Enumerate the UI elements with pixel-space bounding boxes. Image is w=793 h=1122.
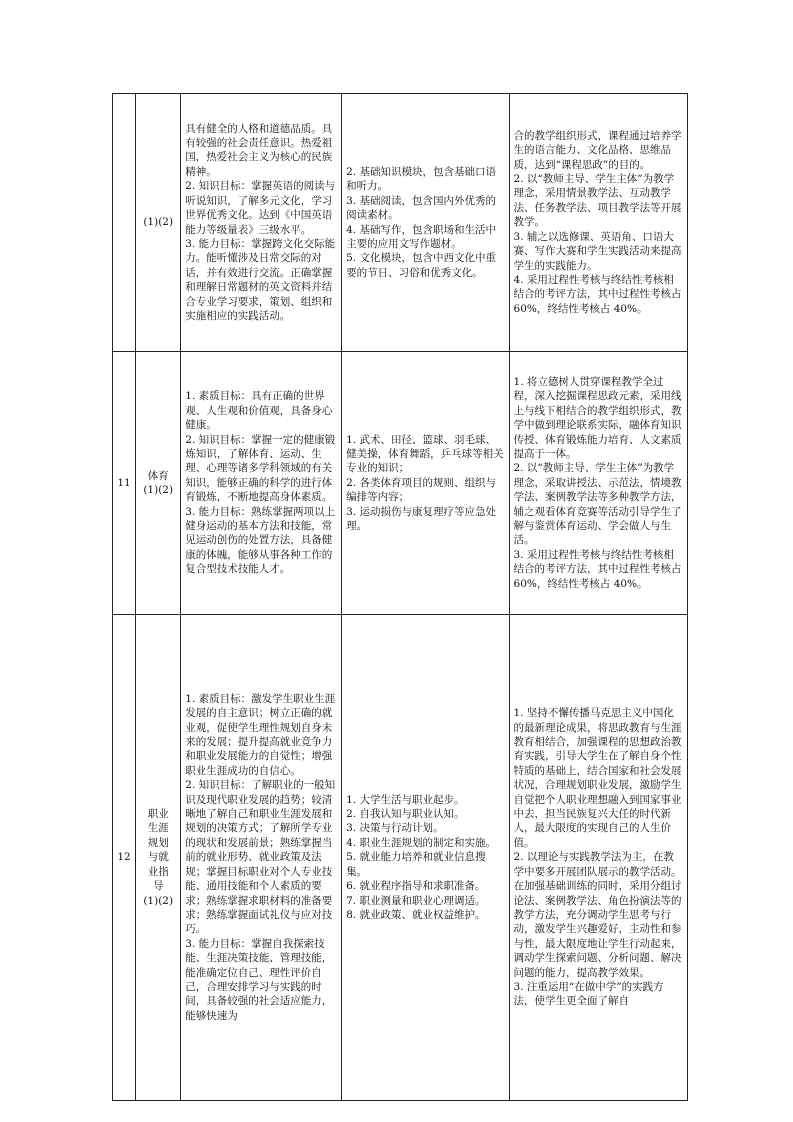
course-goals: 1. 素质目标：具有正确的世界观、人生观和价值观，具备身心健康。 2. 知识目标：掌握一定的健康锻炼知识，了解体育、运动、生理、心理等诸多学科领域的有关知识，能够正确的科学的进行体育锻炼，不断地提高身体素质。 3. 能力目标：熟练掌握两项以上健身运动的基本方法和技能，常见运动创伤的处置方法，具备健康的体魄，能够从事各种工作的复合型技术技能人才。 [181, 352, 342, 615]
course-content: 1. 武术、田径、篮球、羽毛球、健美操，体育舞蹈，乒乓球等相关专业的知识； 2. 各类体育项目的规则、组织与编排等内容； 3. 运动损伤与康复理疗等应急处理。 [342, 352, 509, 615]
row-number: 12 [113, 615, 136, 1101]
course-content: 1. 大学生活与职业起步。 2. 自我认知与职业认知。 3. 决策与行动计划。 4. 职业生涯规划的制定和实施。 5. 就业能力培养和就业信息搜集。 6. 就业程序指导和求职准备。 7. 职业测量和职业心理调适。 8. 就业政策、就业权益维护。 [342, 615, 509, 1101]
course-goals: 具有健全的人格和道德品质。具有较强的社会责任意识。热爱祖国，热爱社会主义为核心的民族精神。 2. 知识目标：掌握英语的阅读与听说知识，了解多元文化，学习世界优秀文化。达到《中国英语能力等级量表》三级水平。 3. 能力目标：掌握跨文化交际能力。能听懂涉及日常交际的对话，并有效进行交流。正确掌握和理解日常题材的英文资料并结合专业学习要求，策划、组织和实施相应的实践活动。 [181, 94, 342, 352]
course-content: 2. 基础知识模块，包含基础口语和听力。 3. 基础阅读，包含国内外优秀的阅读素材。 4. 基础写作，包含职场和生活中主要的应用文写作题材。 5. 文化模块，包含中西文化中重要的节日、习俗和优秀文化。 [342, 94, 509, 352]
row-number: 11 [113, 352, 136, 615]
row-number [113, 94, 136, 352]
teaching-methods: 合的教学组织形式，课程通过培养学生的语言能力、文化品格、思维品质，达到“课程思政”的目的。 2. 以“教师主导、学生主体”为教学理念，采用情景教学法、互动教学法、任务教学法、项目教学法等开展教学。 3. 辅之以选修课、英语角、口语大赛、写作大赛和学生实践活动来提高学生的实践能力。 4. 采用过程性考核与终结性考核相结合的考评方法，其中过程性考核占 60%，终结性考核占 40%。 [509, 94, 687, 352]
course-goals: 1. 素质目标：激发学生职业生涯发展的自主意识；树立正确的就业观，促使学生理性规划自身未来的发展；提升提高就业竞争力和职业发展能力的自觉性；增强职业生涯成功的自信心。 2. 知识目标：了解职业的一般知识及现代职业发展的趋势；较清晰地了解自己和职业生涯发展和规划的决策方式；了解所学专业的现状和发展前景；熟练掌握当前的就业形势、就业政策及法规；掌握目标职业对个人专业技能、通用技能和个人素质的要求；熟练掌握求职材料的准备要求；熟练掌握面试礼仪与应对技巧。 3. 能力目标：掌握自我探索技能、生涯决策技能、管理技能，能准确定位自己、理性评价自己，合理安排学习与实践的时间，具备较强的社会适应能力，能够快速为 [181, 615, 342, 1101]
course-name: (1)(2) [136, 94, 181, 352]
course-name: 体育 (1)(2) [136, 352, 181, 615]
table-row [113, 94, 688, 352]
teaching-methods: 1. 坚持不懈传播马克思主义中国化的最新理论成果，将思政教育与生涯教育相结合，加强课程的思想政治教育实践，引导大学生在了解自身个性特质的基础上，结合国家和社会发展状况，合理规划职业发展，激励学生自觉把个人职业理想融入到国家事业中去，担当民族复兴大任的时代新人，最大限度的实现自己的人生价值。 2. 以理论与实践教学法为主，在教学中要多开展团队展示的教学活动。在加强基础训练的同时，采用分组讨论法、案例教学法、角色扮演法等的教学方法，充分调动学生思考与行动，激发学生兴趣爱好，主动性和参与性，最大限度地让学生行动起来，调动学生探索问题、分析问题、解决问题的能力，提高教学效果。 3. 注重运用“在做中学”的实践方法，使学生更全面了解自 [509, 615, 687, 1101]
course-table [112, 93, 688, 1101]
table-row [113, 352, 688, 615]
table-row [113, 615, 688, 1101]
course-name: 职业 生涯 规划 与就 业指 导 (1)(2) [136, 615, 181, 1101]
teaching-methods: 1. 将立德树人贯穿课程教学全过程，深入挖掘课程思政元素，采用线上与线下相结合的教学组织形式，教学中做到理论联系实际，融体育知识传授、体育锻炼能力培育、人文素质提高于一体。 2. 以“教师主导、学生主体”为教学理念，采取讲授法、示范法，情境教学法、案例教学法等多种教学方法，辅之观看体育竞赛等活动引导学生了解与鉴赏体育运动、学会做人与生活。 3. 采用过程性考核与终结性考核相结合的考评方法，其中过程性考核占 60%，终结性考核占 40%。 [509, 352, 687, 615]
